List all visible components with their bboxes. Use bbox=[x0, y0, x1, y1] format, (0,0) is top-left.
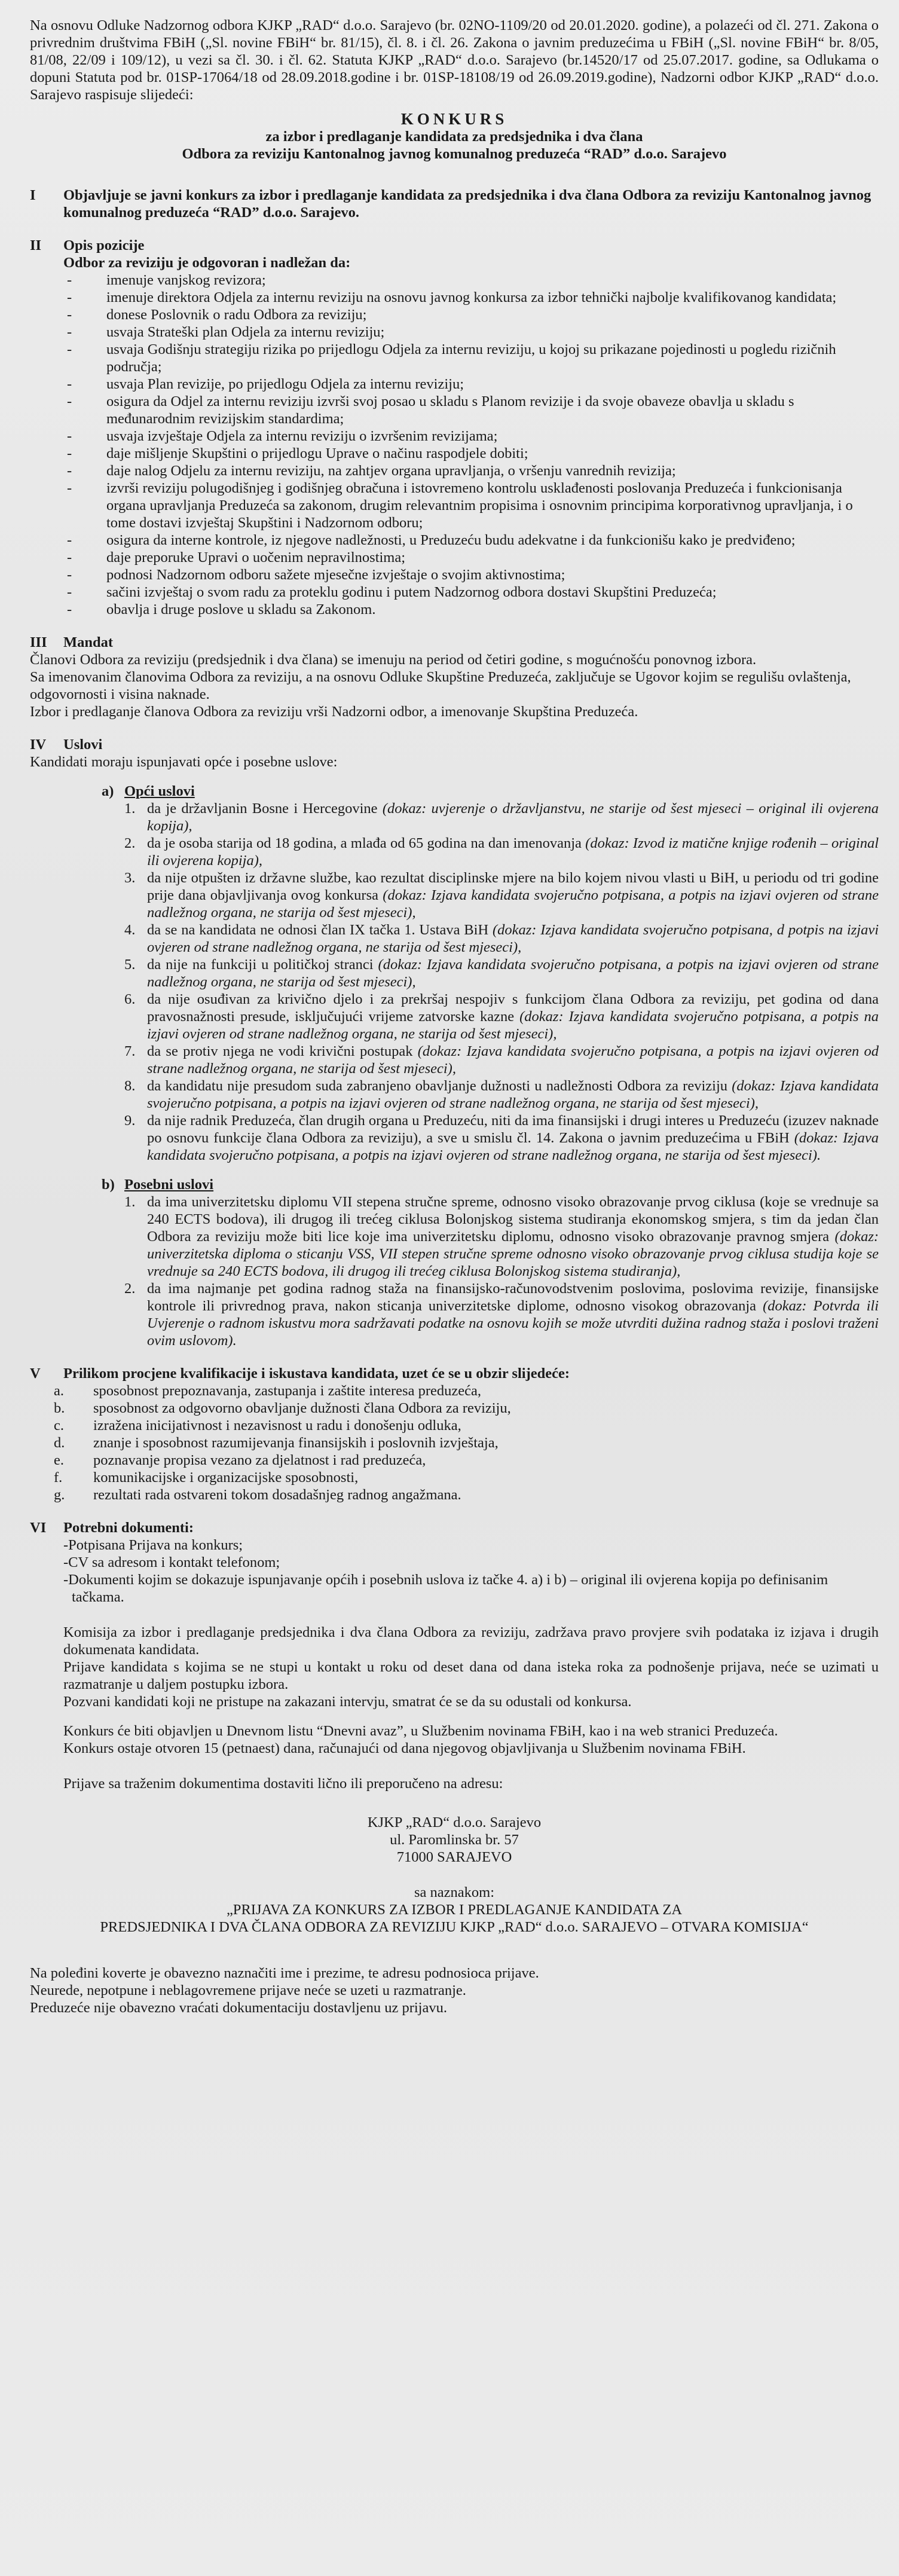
duties-list bbox=[63, 271, 879, 618]
list-item: 6. da nije osuđivan za krivično djelo i za prekršaj nespojiv s funkcijom člana Odbora za reviziju, pet godina od dana pravosnažnosti presude, isključujući vrijeme zatvorske kazne (dokaz: Izjava kandidata svojeručno potpisana, a potpis na izjavi ovjeren od strane nadležnog organa, ne starija od šest mjeseci), bbox=[124, 991, 879, 1042]
footer-line: Na poleđini koverte je obavezno naznačiti ime i prezime, te adresu podnosioca prijave. bbox=[30, 1965, 539, 1981]
document-item: -CV sa adresom i kontakt telefonom; bbox=[63, 1554, 280, 1570]
list-item: - usvaja izvještaje Odjela za internu reviziju o izvršenim revizijama; bbox=[67, 428, 498, 444]
section-1 bbox=[30, 187, 879, 221]
envelope-note bbox=[30, 1884, 879, 1936]
list-item: - daje nalog Odjelu za internu reviziju, na zahtjev organa upravljanja, o vršenju vanrednih revizija; bbox=[67, 463, 676, 479]
list-item: 7. da se protiv njega ne vodi krivični postupak (dokaz: Izjava kandidata svojeručno potpisana, a potpis na izjavi ovjeren od strane nadležnog organa, ne starija od šest mjeseci), bbox=[124, 1043, 879, 1077]
list-item: - osigura da Odjel za internu reviziju izvrši svoj posao u skladu s Planom revizije i da svoje obaveze obavlja u skladu s međunarodnim revizijskim standardima; bbox=[67, 393, 794, 427]
list-item: - daje mišljenje Skupštini o prijedlogu Uprave o načinu raspodjele dobiti; bbox=[67, 445, 528, 462]
section-4 bbox=[30, 736, 879, 753]
list-item: - imenuje direktora Odjela za internu reviziju na osnovu javnog konkursa za izbor tehnički najbolje kvalifikovanog kandidata; bbox=[67, 289, 837, 305]
list-item: - obavlja i druge poslove u skladu sa Zakonom. bbox=[67, 601, 376, 618]
section-number: II bbox=[30, 237, 42, 253]
list-item: d. znanje i sposobnost razumijevanja finansijskih i poslovnih izvještaja, bbox=[54, 1435, 499, 1451]
note-line-1: „PRIJAVA ZA KONKURS ZA IZBOR I PREDLAGANJE KANDIDATA ZA bbox=[226, 1902, 683, 1918]
special-conditions-list bbox=[124, 1193, 879, 1349]
section-5 bbox=[30, 1365, 879, 1382]
section-number: V bbox=[30, 1365, 41, 1382]
list-item: - daje preporuke Upravi o uočenim nepravilnostima; bbox=[67, 549, 406, 566]
list-item: a. sposobnost prepoznavanja, zastupanja i zaštite interesa preduzeća, bbox=[54, 1383, 481, 1399]
address-block bbox=[30, 1814, 879, 1866]
list-item: c. izražena inicijativnost i nezavisnost u radu i donošenju odluka, bbox=[54, 1417, 461, 1434]
footer-notes bbox=[30, 1964, 879, 2016]
list-item: g. rezultati rada ostvareni tokom dosadašnjeg radnog angažmana. bbox=[54, 1487, 461, 1503]
contact-paragraph: Prijave kandidata s kojima se ne stupi u kontakt u roku od deset dana od dana isteka roka za podnošenje prijava, neće se uzimati u razmatranje u daljem postupku izbora. bbox=[63, 1659, 879, 1692]
footer-line: Preduzeće nije obavezno vraćati dokumentaciju dostavljenu uz prijavu. bbox=[30, 2000, 447, 2016]
list-item: b. sposobnost za odgovorno obavljanje dužnosti člana Odbora za reviziju, bbox=[54, 1400, 511, 1416]
general-conditions-list bbox=[124, 800, 879, 1164]
mandate-paragraph-1: Članovi Odbora za reviziju (predsjednik i dva člana) se imenuju na period od četiri godine, s mogućnošću ponovnog izbora. bbox=[30, 652, 757, 668]
list-item: 2. da ima najmanje pet godina radnog staža na finansijsko-računovodstvenim poslovima, poslovima revizije, finansijske kontrole ili privrednog prava, nakon sticanja univerzitetske diplome, odnosno visokog obrazovanja (dokaz: Potvrda ili Uvjerenje o radnom iskustvu mora sadržavati podatke na osnovu kojih se može utvrditi dužina radnog staža i poslovi traženi ovim uslovom). bbox=[124, 1281, 879, 1349]
list-item: - podnosi Nadzornom odboru sažete mjesečne izvještaje o svojim aktivnostima; bbox=[67, 567, 565, 583]
publication-paragraph: Konkurs će biti objavljen u Dnevnom listu “Dnevni avaz”, u Službenim novinama FBiH, kao i na web stranici Preduzeća. bbox=[63, 1723, 778, 1739]
address-line-2: ul. Paromlinska br. 57 bbox=[390, 1832, 519, 1848]
commission-paragraph: Komisija za izbor i predlaganje predsjednika i dva člana Odbora za reviziju, zadržava pravo provjere svih podataka iz izjava i drugih dokumenata kandidata. bbox=[63, 1624, 879, 1658]
section-2 bbox=[30, 237, 879, 618]
document-item: -Dokumenti kojim se dokazuje ispunjavanje općih i posebnih uslova iz tačke 4. a) i b) – original ili ovjerena kopija po definisanim tačkama. bbox=[63, 1572, 828, 1605]
interview-paragraph: Pozvani kandidati koji ne pristupe na zakazani intervju, smatrat će se da su odustali od konkursa. bbox=[63, 1694, 632, 1710]
section-3 bbox=[30, 634, 879, 651]
list-item: 9. da nije radnik Preduzeća, član drugih organa u Preduzeću, niti da ima finansijski i drugi interes u Preduzeću (izuzev naknade po osnovu funkcije člana Odbora za reviziju), a sve u smislu čl. 14. Zakona o javnim preduzećima u FBiH (dokaz: Izjava kandidata svojeručno potpisana, a potpis na izjavi ovjeren od strane nadležnog organa, ne starija od šest mjeseci). bbox=[124, 1113, 879, 1163]
list-item: - donese Poslovnik o radu Odbora za reviziju; bbox=[67, 307, 367, 323]
conditions-lead: Kandidati moraju ispunjavati opće i posebne uslove: bbox=[30, 754, 338, 770]
list-item: 1. da ima univerzitetsku diplomu VII stepena stručne spreme, odnosno visoko obrazovanje prvog ciklusa (koje se vrednuje sa 240 ECTS bodova), ili drugog ili trećeg ciklusa Bolonjskog sistema studiranja ekonomskog smjera, s tim da jedan član Odbora za reviziju može biti lice koje ima univerzitetsku diplomu, odnosno visoko obrazovanje pravnog smjera (dokaz: univerzitetska diploma o sticanju VSS, VII stepen stručne spreme odnosno visoko obrazovanje prvog ciklusa studija koje se vrednuje sa 240 ECTS bodova, ili drugog ili trećeg ciklusa Bolonjskog sistema studiranja), bbox=[124, 1194, 879, 1279]
note-line-2: PREDSJEDNIKA I DVA ČLANA ODBORA ZA REVIZIJU KJKP „RAD“ d.o.o. SARAJEVO – OTVARA KOMISIJA“ bbox=[100, 1919, 809, 1935]
footer-line: Neurede, nepotpune i neblagovremene prijave neće se uzeti u razmatranje. bbox=[30, 1982, 466, 1999]
section-heading: Potrebni dokumenti: bbox=[63, 1520, 194, 1536]
note-label: sa naznakom: bbox=[414, 1884, 495, 1900]
section-6 bbox=[30, 1519, 879, 1606]
document-item: -Potpisana Prijava na konkurs; bbox=[63, 1537, 243, 1553]
list-item: - sačini izvještaj o svom radu za proteklu godinu i putem Nadzornog odbora dostavi Skupštini Preduzeća; bbox=[67, 584, 717, 600]
criteria-list bbox=[54, 1382, 879, 1504]
list-item: 5. da nije na funkciji u političkoj stranci (dokaz: Izjava kandidata svojeručno potpisana, a potpis na izjavi ovjeren od strane nadležnog organa, ne starija od šest mjeseci), bbox=[124, 957, 879, 990]
list-item: 8. da kandidatu nije presudom suda zabranjeno obavljanje dužnosti u nadležnosti Odbora za reviziju (dokaz: Izjava kandidata svojeručno potpisana, a potpis na izjavi ovjeren od strane nadležnog organa, ne starija od šest mjeseci), bbox=[124, 1078, 879, 1111]
subtitle-line-1: za izbor i predlaganje kandidata za predsjednika i dva člana bbox=[265, 129, 643, 145]
announcement bbox=[30, 17, 879, 2016]
section-number: IV bbox=[30, 737, 47, 753]
special-conditions-heading: b) Posebni uslovi bbox=[102, 1177, 214, 1193]
address-line-1: KJKP „RAD“ d.o.o. Sarajevo bbox=[367, 1814, 542, 1831]
list-item: - osigura da interne kontrole, iz njegove nadležnosti, u Preduzeću budu adekvatne i da funkcionišu kako je predviđeno; bbox=[67, 532, 796, 548]
list-item: e. poznavanje propisa vezano za djelatnost i rad preduzeća, bbox=[54, 1452, 426, 1468]
list-item: 3. da nije otpušten iz državne službe, kao rezultat disciplinske mjere na bilo kojem nivou vlasti u BiH, u periodu od tri godine prije dana objavljivanja ovog konkursa (dokaz: Izjava kandidata svojeručno potpisana, a potpis na izjavi ovjeren od strane nadležnog organa, ne starija od šest mjeseci), bbox=[124, 870, 879, 921]
list-item: 2. da je osoba starija od 18 godina, a mlađa od 65 godina na dan imenovanja (dokaz: Izvod iz matične knjige rođenih – original ili ovjerena kopija), bbox=[124, 835, 879, 869]
list-item: 1. da je državljanin Bosne i Hercegovine (dokaz: uvjerenje o državljanstvu, ne starije od šest mjeseci – original ili ovjerena kopija), bbox=[124, 800, 879, 834]
deadline-paragraph: Konkurs ostaje otvoren 15 (petnaest) dana, računajući od dana njegovog objavljivanja u Službenim novinama FBiH. bbox=[63, 1740, 746, 1756]
section-heading: Uslovi bbox=[63, 737, 103, 753]
intro-paragraph: Na osnovu Odluke Nadzornog odbora KJKP „RAD“ d.o.o. Sarajevo (br. 02NO-1109/20 od 20.01.2020. godine), a polazeći od čl. 271. Zakona o privrednim društvima FBiH („Sl. novine FBiH“ br. 81/15), čl. 8. i čl. 26. Zakona o javnim preduzećima u FBiH („Sl. novine FBiH“ br. 8/05, 81/08, 22/09 i 109/12), u vezi sa čl. 30. i čl. 62. Statuta KJKP „RAD“ d.o.o. Sarajevo (br.14520/17 od 25.07.2017. godine, sa Odlukama o dopuni Statuta pod br. 01SP-17064/18 od 28.09.2018.godine i br. 01SP-18108/19 od 26.09.2019.godine), Nadzorni odbor KJKP „RAD“ d.o.o. Sarajevo raspisuje slijedeći: bbox=[30, 17, 879, 103]
subtitle-line-2: Odbora za reviziju Kantonalnog javnog komunalnog preduzeća “RAD” d.o.o. Sarajevo bbox=[182, 146, 727, 162]
list-item: 4. da se na kandidata ne odnosi član IX tačka 1. Ustava BiH (dokaz: Izjava kandidata svojeručno potpisana, d potpis na izjavi ovjeren od strane nadležnog organa, ne starija od šest mjeseci), bbox=[124, 922, 879, 955]
general-conditions-heading: a) Opći uslovi bbox=[102, 783, 195, 799]
section-heading: Mandat bbox=[63, 634, 114, 650]
list-item: - izvrši reviziju polugodišnjeg i godišnjeg obračuna i istovremeno kontrolu usklađenosti poslovanja Preduzeća i funkcionisanja organa upravljanja Preduzeća sa zakonom, drugim relevantnim propisima i osnovnim principima korporativnog upravljanja, i o tome dostavi izvještaj Skupštini i Nadzornom odboru; bbox=[67, 480, 853, 531]
section-heading: Opis pozicije bbox=[63, 237, 145, 253]
delivery-paragraph: Prijave sa traženim dokumentima dostaviti lično ili preporučeno na adresu: bbox=[63, 1776, 503, 1792]
section-number: VI bbox=[30, 1520, 47, 1536]
list-item: f. komunikacijske i organizacijske sposobnosti, bbox=[54, 1469, 359, 1486]
section-lead: Odbor za reviziju je odgovoran i nadležan da: bbox=[63, 255, 351, 271]
list-item: - usvaja Plan revizije, po prijedlogu Odjela za internu reviziju; bbox=[67, 376, 464, 392]
mandate-paragraph-3: Izbor i predlaganje članova Odbora za reviziju vrši Nadzorni odbor, a imenovanje Skupština Preduzeća. bbox=[30, 704, 638, 720]
list-item: - imenuje vanjskog revizora; bbox=[67, 272, 266, 288]
section-number: III bbox=[30, 634, 47, 650]
list-item: - usvaja Godišnju strategiju rizika po prijedlogu Odjela za internu reviziju, u kojoj su prikazane pojedinosti u pogledu rizičnih područja; bbox=[67, 341, 836, 375]
mandate-paragraph-2: Sa imenovanim članovima Odbora za reviziju, a na osnovu Odluke Skupštine Preduzeća, zaključuje se Ugovor kojim se regulišu ovlaštenja, odgovornosti i visina naknade. bbox=[30, 669, 851, 702]
section-heading: Prilikom procjene kvalifikacije i iskustava kandidata, uzet će se u obzir slijedeće: bbox=[63, 1365, 570, 1382]
section-1-text: Objavljuje se javni konkurs za izbor i predlaganje kandidata za predsjednika i dva člana Odbora za reviziju Kantonalnog javnog komunalnog preduzeća “RAD” d.o.o. Sarajevo. bbox=[63, 187, 872, 221]
page-title: KONKURS bbox=[400, 110, 508, 128]
list-item: - usvaja Strateški plan Odjela za internu reviziju; bbox=[67, 324, 385, 340]
section-number: I bbox=[30, 187, 36, 203]
address-line-3: 71000 SARAJEVO bbox=[396, 1849, 512, 1865]
